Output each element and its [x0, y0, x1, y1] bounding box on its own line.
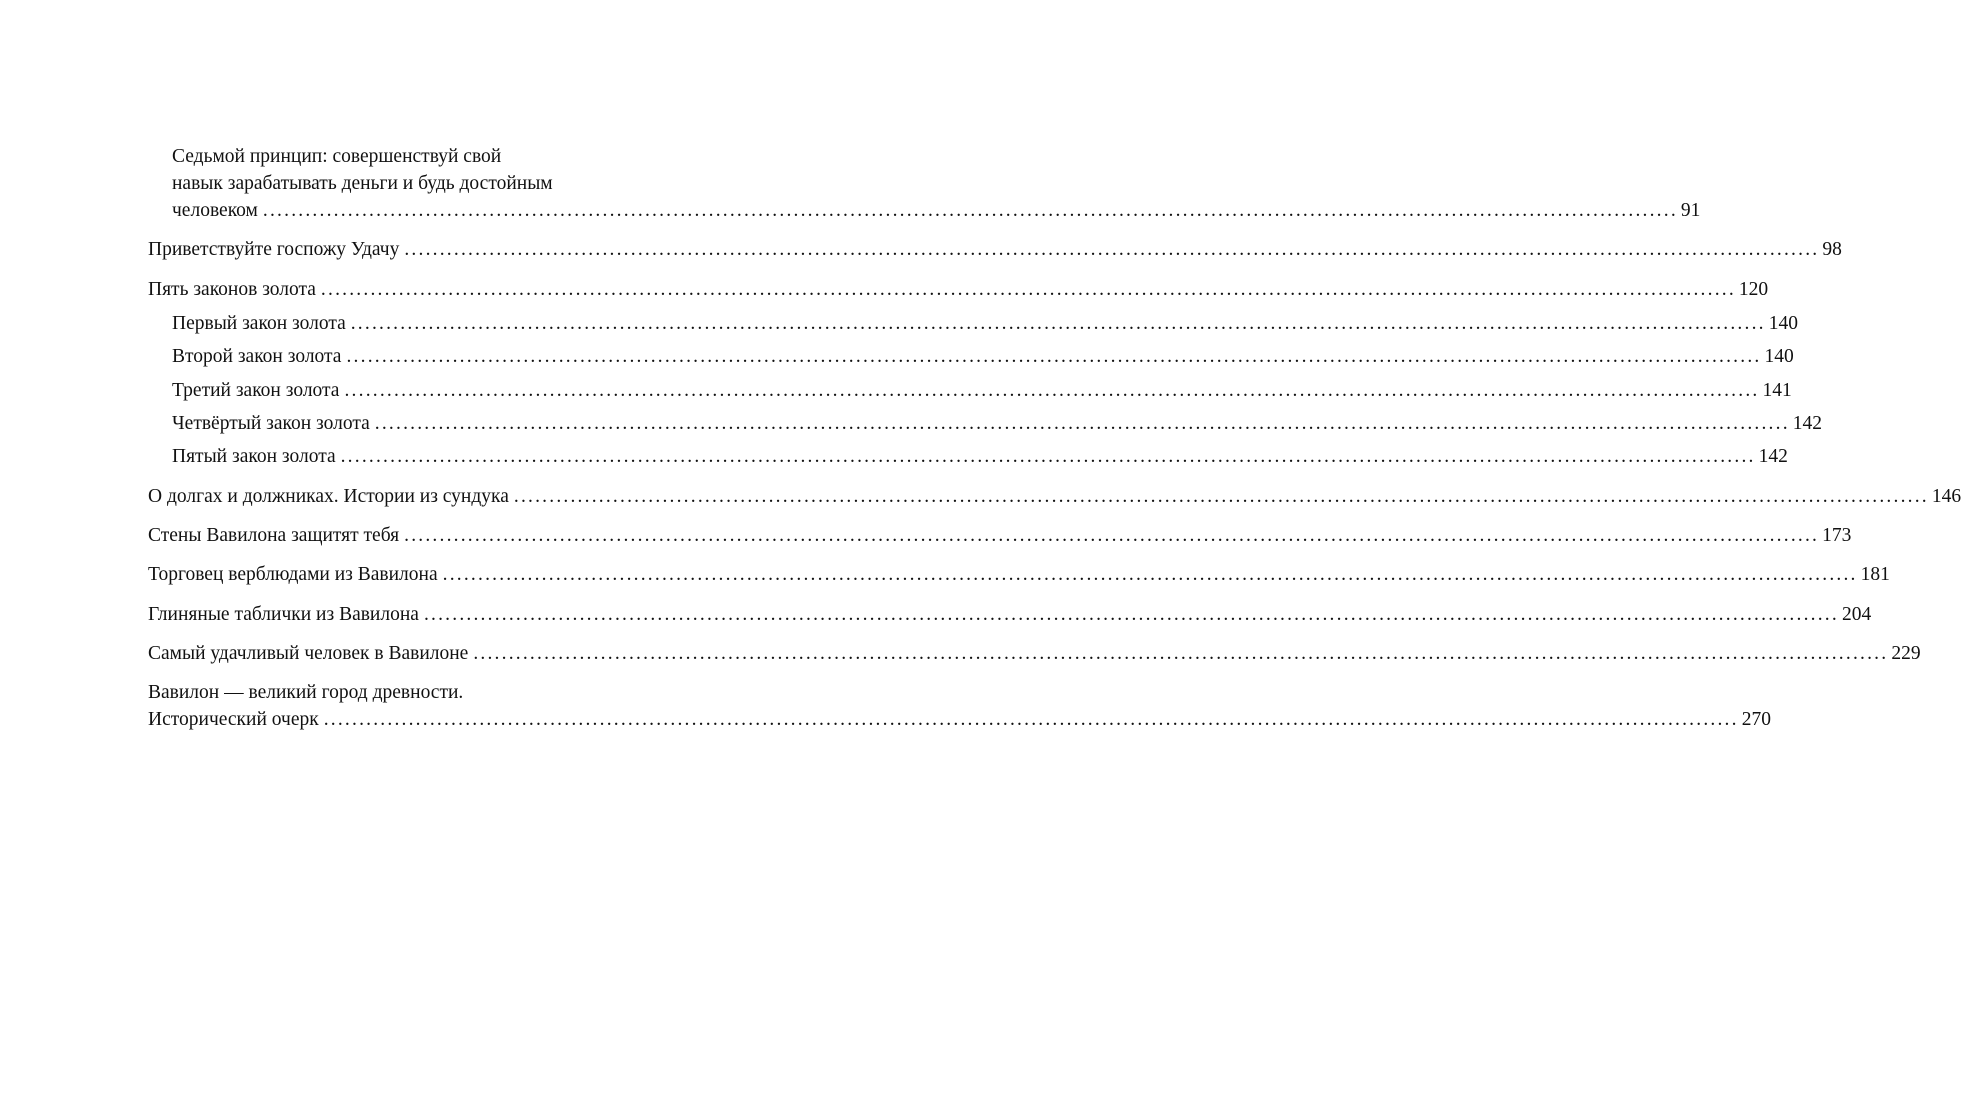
dot-leader: ........................................................................................................................................................................................................ [374, 413, 1790, 434]
toc-page-number: 173 [1822, 525, 1852, 546]
toc-page-number: 98 [1822, 239, 1842, 260]
toc-entry-seventh-principle [172, 143, 1701, 224]
toc-entry-title: Первый закон золота [172, 313, 346, 334]
dot-leader: ........................................................................................................................................................................................................ [346, 346, 1762, 367]
toc-entry-first-law [172, 310, 1798, 337]
dot-leader: ........................................................................................................................................................................................................ [423, 604, 1839, 625]
dot-leader: ........................................................................................................................................................................................................ [262, 200, 1678, 221]
toc-entry-debts-and-debtors [148, 483, 1961, 510]
toc-entry-babylon-history [148, 679, 1771, 733]
toc-page-number: 142 [1792, 413, 1823, 434]
toc-entry-title: Пятый закон золота [172, 446, 336, 467]
toc-entry-fifth-law [172, 443, 1788, 470]
toc-entry-title: Глиняные таблички из Вавилона [148, 604, 419, 625]
dot-leader: ........................................................................................................................................................................................................ [404, 525, 1820, 546]
toc-entry-title: Третий закон золота [172, 380, 340, 401]
toc-page-number: 270 [1741, 709, 1771, 730]
toc-entry-fourth-law [172, 410, 1823, 437]
toc-entry-title: О долгах и должниках. Истории из сундука [148, 486, 509, 507]
dot-leader: ........................................................................................................................................................................................................ [320, 279, 1736, 300]
toc-page-number: 204 [1841, 604, 1872, 625]
toc-entry-title-line: человеком [172, 200, 258, 221]
toc-entry-greet-lady-luck [148, 236, 1842, 263]
dot-leader: ........................................................................................................................................................................................................ [442, 564, 1858, 585]
dot-leader: ........................................................................................................................................................................................................ [513, 486, 1929, 507]
toc-entry-third-law [172, 377, 1792, 404]
toc-page-number: 141 [1762, 380, 1792, 401]
toc-entry-title-line: Седьмой принцип: совершенствуй свой [172, 146, 502, 167]
toc-page-number: 91 [1680, 200, 1701, 221]
toc-page-number: 181 [1860, 564, 1890, 585]
toc-entry-title-line: Вавилон — великий город древности. [148, 682, 464, 703]
toc-entry-title-line: навык зарабатывать деньги и будь достойным [172, 173, 553, 194]
toc-page-number: 140 [1764, 346, 1794, 367]
dot-leader: ........................................................................................................................................................................................................ [340, 446, 1756, 467]
toc-page-number: 120 [1738, 279, 1769, 300]
dot-leader: ........................................................................................................................................................................................................ [473, 643, 1889, 664]
toc-entry-title: Второй закон золота [172, 346, 342, 367]
toc-page-number: 146 [1931, 486, 1961, 507]
dot-leader: ........................................................................................................................................................................................................ [350, 313, 1766, 334]
toc-entry-title: Пять законов золота [148, 279, 316, 300]
dot-leader: ........................................................................................................................................................................................................ [404, 239, 1820, 260]
dot-leader: ........................................................................................................................................................................................................ [323, 709, 1739, 730]
toc-entry-title: Торговец верблюдами из Вавилона [148, 564, 438, 585]
toc-entry-title: Самый удачливый человек в Вавилоне [148, 643, 469, 664]
toc-entry-title: Приветствуйте госпожу Удачу [148, 239, 400, 260]
toc-entry-title: Стены Вавилона защитят тебя [148, 525, 400, 546]
toc-entry-camel-trader [148, 561, 1890, 588]
toc-page-number: 142 [1758, 446, 1788, 467]
dot-leader: ........................................................................................................................................................................................................ [344, 380, 1760, 401]
toc-entry-clay-tablets [148, 601, 1872, 628]
toc-entry-luckiest-man [148, 640, 1921, 667]
toc-entry-five-laws [148, 276, 1769, 303]
toc-entry-title: Четвёртый закон золота [172, 413, 370, 434]
toc-page-number: 140 [1768, 313, 1798, 334]
toc-entry-second-law [172, 343, 1794, 370]
toc-entry-walls-of-babylon [148, 522, 1852, 549]
toc-entry-title-line: Исторический очерк [148, 709, 319, 730]
toc-page-number: 229 [1891, 643, 1921, 664]
